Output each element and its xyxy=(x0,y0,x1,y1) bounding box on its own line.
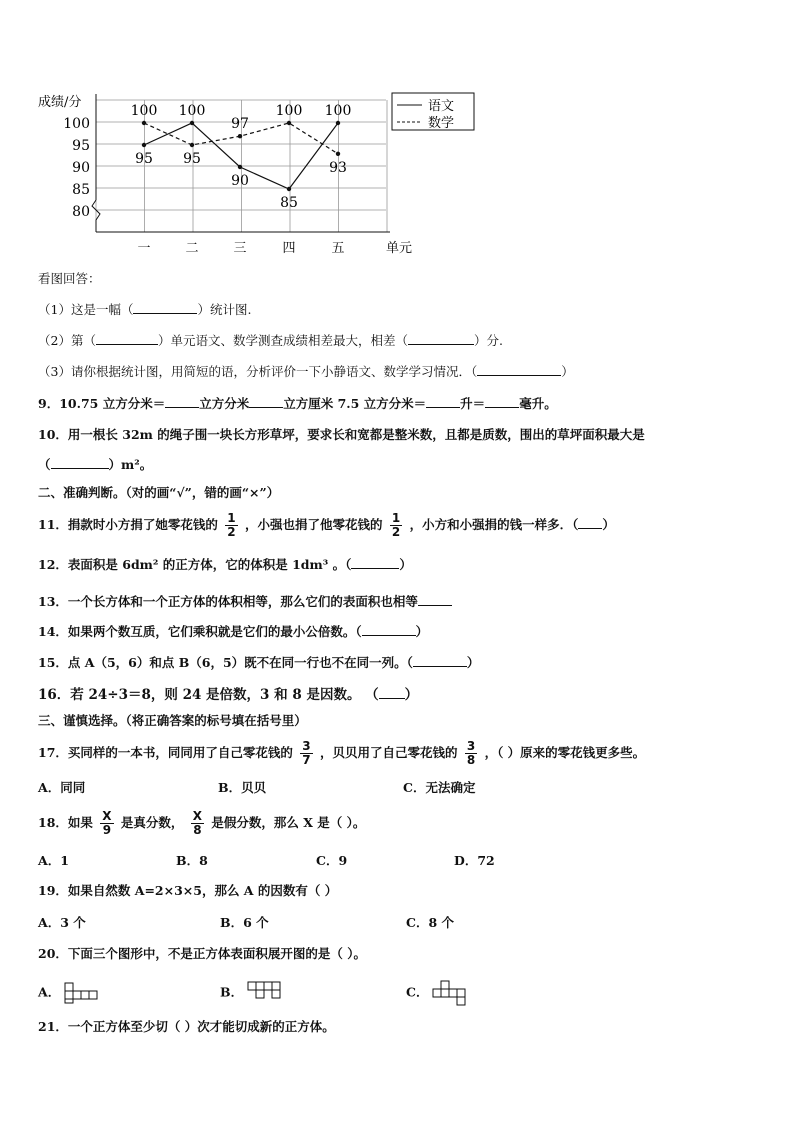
data-point xyxy=(336,152,340,156)
question-18 xyxy=(38,810,365,837)
q16-text-a: 16．若 24÷3＝8，则 24 是倍数，3 和 8 是因数。 （ xyxy=(38,687,379,703)
q8-2-text-b: ）单元语文、数学测查成绩相差最大，相差（ xyxy=(157,333,408,348)
q14-text-a: 14．如果两个数互质，它们乘积就是它们的最小公倍数。（ xyxy=(38,624,362,639)
frac-num: 1 xyxy=(391,511,401,525)
question-19: 19．如果自然数 A=2×3×5，那么 A 的因数有（ ） xyxy=(38,883,338,898)
frac-den: 2 xyxy=(391,525,401,539)
legend-label: 语文 xyxy=(428,99,455,114)
frac-den: 7 xyxy=(302,753,311,767)
question-13 xyxy=(38,593,452,611)
answer-blank[interactable] xyxy=(96,332,158,345)
q11-text-a: 11．捐款时小方捐了她零花钱的 xyxy=(38,517,218,532)
question-21: 21．一个正方体至少切（ ）次才能切成新的正方体。 xyxy=(38,1019,335,1034)
answer-blank[interactable] xyxy=(133,301,197,314)
question-17 xyxy=(38,740,645,767)
question-20-options xyxy=(38,980,474,1006)
y-tick-label: 85 xyxy=(72,182,90,198)
q17-text-c: ，（ ）原来的零花钱更多些。 xyxy=(484,745,646,760)
y-axis-label: 成绩/分 xyxy=(38,95,82,110)
fraction-3-7 xyxy=(300,740,312,767)
data-label: 100 xyxy=(275,103,303,119)
data-label: 85 xyxy=(280,195,298,211)
question-8-1 xyxy=(38,301,251,319)
data-label: 90 xyxy=(231,173,249,189)
frac-den: 9 xyxy=(102,823,112,837)
option-c[interactable]: C．8 个 xyxy=(406,915,454,930)
option-b[interactable]: B．贝贝 xyxy=(218,780,267,795)
fraction-x-9 xyxy=(100,810,113,837)
frac-den: 2 xyxy=(227,525,236,539)
section-2-heading: 二、准确判断。（对的画“√”，错的画“×”） xyxy=(38,485,280,500)
data-point xyxy=(287,187,291,191)
question-8-intro: 看图回答： xyxy=(38,271,101,286)
q18-text-b: 是真分数， xyxy=(120,815,184,830)
option-a[interactable] xyxy=(38,982,220,1004)
q8-1-text-a: （1）这是一幅（ xyxy=(38,302,134,317)
q8-1-text-b: ）统计图. xyxy=(197,302,252,317)
question-10-answer xyxy=(38,456,152,474)
question-15 xyxy=(38,654,479,672)
q11-text-c: ，小方和小强捐的钱一样多．（ xyxy=(409,517,579,532)
frac-den: 8 xyxy=(193,823,202,837)
q9-text-a: 9．10.75 立方分米＝ xyxy=(38,396,166,411)
y-tick-label: 80 xyxy=(72,204,90,220)
question-8-2 xyxy=(38,332,503,350)
answer-blank[interactable] xyxy=(379,686,405,699)
chart-svg xyxy=(30,86,480,256)
frac-num: 3 xyxy=(302,739,311,753)
answer-blank[interactable] xyxy=(165,395,199,408)
q9-text-b: 立方分米 xyxy=(199,396,250,411)
x-tick-label: 四 xyxy=(282,241,296,256)
data-point xyxy=(190,143,194,147)
question-16 xyxy=(38,686,418,704)
option-b[interactable] xyxy=(220,981,406,1005)
data-label: 97 xyxy=(231,116,249,133)
question-20: 20．下面三个图形中，不是正方体表面积展开图的是（ ）。 xyxy=(38,946,366,961)
q12-text-a: 12．表面积是 6dm² 的正方体，它的体积是 1dm³ 。（ xyxy=(38,557,352,572)
answer-blank[interactable] xyxy=(485,395,519,408)
q9-text-d: 升＝ xyxy=(460,396,486,411)
y-tick-label: 90 xyxy=(72,160,90,176)
option-c[interactable] xyxy=(406,980,474,1006)
section-3-heading: 三、谨慎选择。（将正确答案的标号填在括号里） xyxy=(38,713,307,728)
q9-text-e: 毫升。 xyxy=(519,396,557,411)
option-d[interactable]: D．72 xyxy=(454,853,495,868)
x-tick-label: 一 xyxy=(137,241,151,256)
question-12 xyxy=(38,556,412,574)
fraction-half xyxy=(225,512,237,539)
q16-text-b: ） xyxy=(404,687,419,703)
x-tick-label: 三 xyxy=(233,241,247,256)
question-11 xyxy=(38,512,615,539)
q18-text-a: 18．如果 xyxy=(38,815,93,830)
cube-net-a-icon xyxy=(64,982,106,1004)
data-label: 100 xyxy=(324,103,352,119)
x-tick-label: 二 xyxy=(185,241,199,256)
y-tick-label: 100 xyxy=(63,116,90,132)
q15-text-a: 15．点 A（5，6）和点 B（6，5）既不在同一行也不在同一列。（ xyxy=(38,655,413,670)
q13-text: 13．一个长方体和一个正方体的体积相等，那么它们的表面积也相等 xyxy=(38,594,418,609)
frac-num: 1 xyxy=(227,511,236,525)
q10-text-b: （ xyxy=(38,457,51,472)
question-14 xyxy=(38,623,428,641)
q11-text-d: ） xyxy=(602,517,615,532)
data-label: 93 xyxy=(329,159,347,176)
answer-blank[interactable] xyxy=(408,332,474,345)
option-a[interactable]: A．3 个 xyxy=(38,915,86,930)
y-tick-label: 95 xyxy=(72,138,90,154)
data-label: 100 xyxy=(130,103,158,119)
q8-3-text-a: （3）请你根据统计图，用简短的语，分析评价一下小静语文、数学学习情况．（ xyxy=(38,364,478,379)
q8-3-text-b: ） xyxy=(561,364,574,379)
data-point xyxy=(287,121,291,125)
q15-text-b: ） xyxy=(466,655,480,670)
data-label: 95 xyxy=(183,151,201,167)
q14-text-b: ） xyxy=(415,624,429,639)
question-19-options xyxy=(38,914,454,932)
question-18-options xyxy=(38,852,495,870)
q12-text-b: ） xyxy=(399,557,412,572)
q17-text-b: ，贝贝用了自己零花钱的 xyxy=(319,745,458,760)
q9-text-c: 立方厘米 7.5 立方分米＝ xyxy=(283,396,427,411)
fraction-3-8 xyxy=(465,740,477,767)
x-tick-label: 五 xyxy=(331,241,345,256)
fraction-x-8 xyxy=(191,810,204,837)
q11-text-b: ，小强也捐了他零花钱的 xyxy=(244,517,383,532)
data-point xyxy=(142,121,146,125)
answer-blank[interactable] xyxy=(418,593,452,606)
answer-blank[interactable] xyxy=(413,654,467,667)
question-17-options xyxy=(38,779,475,797)
answer-blank[interactable] xyxy=(249,395,283,408)
data-label: 100 xyxy=(178,103,206,119)
q8-2-text-c: ）分. xyxy=(473,333,503,348)
x-axis-label: 单元 xyxy=(386,241,413,256)
data-point xyxy=(238,165,242,169)
question-10: 10．用一根长 32m 的绳子围一块长方形草坪，要求长和宽都是整米数，且都是质数，围出的草坪面积最大是 xyxy=(38,427,645,442)
cube-net-b-icon xyxy=(247,981,289,1005)
legend-label: 数学 xyxy=(428,116,455,131)
data-point xyxy=(142,143,146,147)
answer-blank[interactable] xyxy=(51,456,109,469)
option-c[interactable]: C．无法确定 xyxy=(403,780,476,795)
data-point xyxy=(238,134,242,138)
answer-blank[interactable] xyxy=(477,363,561,376)
frac-den: 8 xyxy=(466,753,476,767)
answer-blank[interactable] xyxy=(426,395,460,408)
option-a[interactable]: A．同同 xyxy=(38,780,86,795)
q10-text-c: ）m²。 xyxy=(108,457,153,472)
answer-blank[interactable] xyxy=(362,623,416,636)
option-a-label: A． xyxy=(38,984,61,1000)
question-9 xyxy=(38,395,557,413)
q18-text-c: 是假分数，那么 X 是（ ）。 xyxy=(211,815,366,830)
data-point xyxy=(336,121,340,125)
question-8-3 xyxy=(38,363,574,381)
option-c-label: C． xyxy=(406,984,429,1000)
data-point xyxy=(190,121,194,125)
option-a[interactable]: A．1 xyxy=(38,853,69,868)
option-b[interactable]: B．6 个 xyxy=(220,915,269,930)
data-label: 95 xyxy=(135,151,153,167)
q17-text-a: 17．买同样的一本书，同同用了自己零花钱的 xyxy=(38,745,293,760)
frac-num: X xyxy=(102,809,112,823)
line-chart xyxy=(30,86,480,256)
answer-blank[interactable] xyxy=(578,516,602,529)
option-b-label: B． xyxy=(220,984,244,1000)
option-c[interactable]: C．9 xyxy=(316,853,348,868)
frac-num: X xyxy=(192,809,203,823)
frac-num: 3 xyxy=(466,739,476,753)
option-b[interactable]: B．8 xyxy=(176,853,208,868)
q8-2-text-a: （2）第（ xyxy=(38,333,96,348)
answer-blank[interactable] xyxy=(351,556,399,569)
fraction-half xyxy=(390,512,402,539)
cube-net-c-icon xyxy=(432,980,474,1006)
